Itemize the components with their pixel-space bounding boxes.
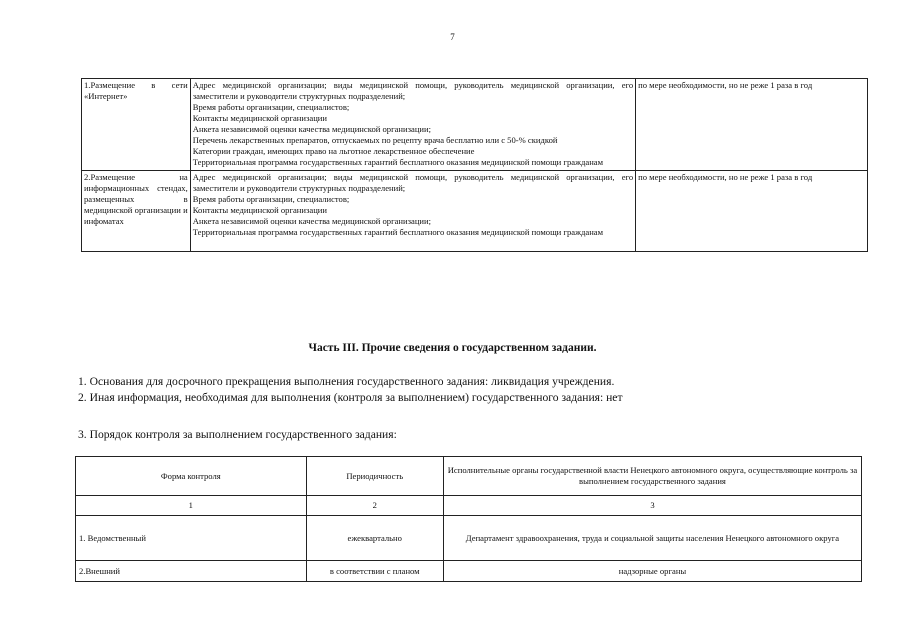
content-line: Время работы организации, специалистов; xyxy=(192,194,350,204)
content-line: Территориальная программа государственных гарантий бесплатного оказания медицинской помощи гражданам xyxy=(192,227,604,237)
placement-content-cell xyxy=(190,79,635,171)
column-header: Исполнительные органы государственной власти Ненецкого автономного округа, осуществляющие контроль за выполнением государственного задания xyxy=(443,457,861,496)
control-procedure-title: 3. Порядок контроля за выполнением государственного задания: xyxy=(78,428,397,441)
table-header-row xyxy=(76,457,862,496)
table-row xyxy=(82,171,868,252)
info-placement-table xyxy=(81,78,868,252)
column-header: Форма контроля xyxy=(76,457,307,496)
content-line: Анкета независимой оценки качества медицинской организации; xyxy=(192,216,432,226)
content-line: Категории граждан, имеющих право на льготное лекарственное обеспечение xyxy=(192,146,475,156)
table-row xyxy=(76,561,862,582)
update-frequency-cell: по мере необходимости, но не реже 1 раза в год xyxy=(636,79,868,171)
placement-content-cell xyxy=(190,171,635,252)
column-number-row xyxy=(76,496,862,516)
content-line: Контакты медицинской организации xyxy=(192,113,327,123)
content-line: Время работы организации, специалистов; xyxy=(192,102,350,112)
column-header: Периодичность xyxy=(306,457,443,496)
content-line: Адрес медицинской организации; виды медицинской помощи, руководитель медицинской организации, его заместители и руководители структурных подразделений; xyxy=(192,172,634,193)
table-row xyxy=(82,79,868,171)
placement-method-cell: 2.Размещение на информационных стендах, размещенных в медицинской организации и инфоматах xyxy=(82,171,191,252)
update-frequency-cell: по мере необходимости, но не реже 1 раза в год xyxy=(636,171,868,252)
control-organ-cell: надзорные органы xyxy=(443,561,861,582)
control-procedure-table xyxy=(75,456,862,582)
other-information: 2. Иная информация, необходимая для выполнения (контроля за выполнением) государственного задания: нет xyxy=(78,391,623,404)
content-line: Территориальная программа государственных гарантий бесплатного оказания медицинской помощи гражданам xyxy=(192,157,604,167)
periodicity-cell: в соответствии с планом xyxy=(306,561,443,582)
spacer-line xyxy=(193,238,633,249)
page-number: 7 xyxy=(450,32,455,42)
placement-method-cell: 1.Размещение в сети «Интернет» xyxy=(82,79,191,171)
table-row xyxy=(76,516,862,561)
content-line: Перечень лекарственных препаратов, отпускаемых по рецепту врача бесплатно или с 50-% скидкой xyxy=(192,135,558,145)
content-line: Анкета независимой оценки качества медицинской организации; xyxy=(192,124,432,134)
periodicity-cell: ежеквартально xyxy=(306,516,443,561)
control-form-cell: 2.Внешний xyxy=(76,561,307,582)
column-number: 1 xyxy=(76,496,307,516)
column-number: 2 xyxy=(306,496,443,516)
termination-grounds: 1. Основания для досрочного прекращения выполнения государственного задания: ликвидация учреждения. xyxy=(78,375,615,388)
part3-heading: Часть III. Прочие сведения о государственном задании. xyxy=(308,342,597,354)
control-form-cell: 1. Ведомственный xyxy=(76,516,307,561)
column-number: 3 xyxy=(443,496,861,516)
content-line: Адрес медицинской организации; виды медицинской помощи, руководитель медицинской организации, его заместители и руководители структурных подразделений; xyxy=(192,80,634,101)
content-line: Контакты медицинской организации xyxy=(192,205,327,215)
control-organ-cell: Департамент здравоохранения, труда и социальной защиты населения Ненецкого автономного округа xyxy=(443,516,861,561)
